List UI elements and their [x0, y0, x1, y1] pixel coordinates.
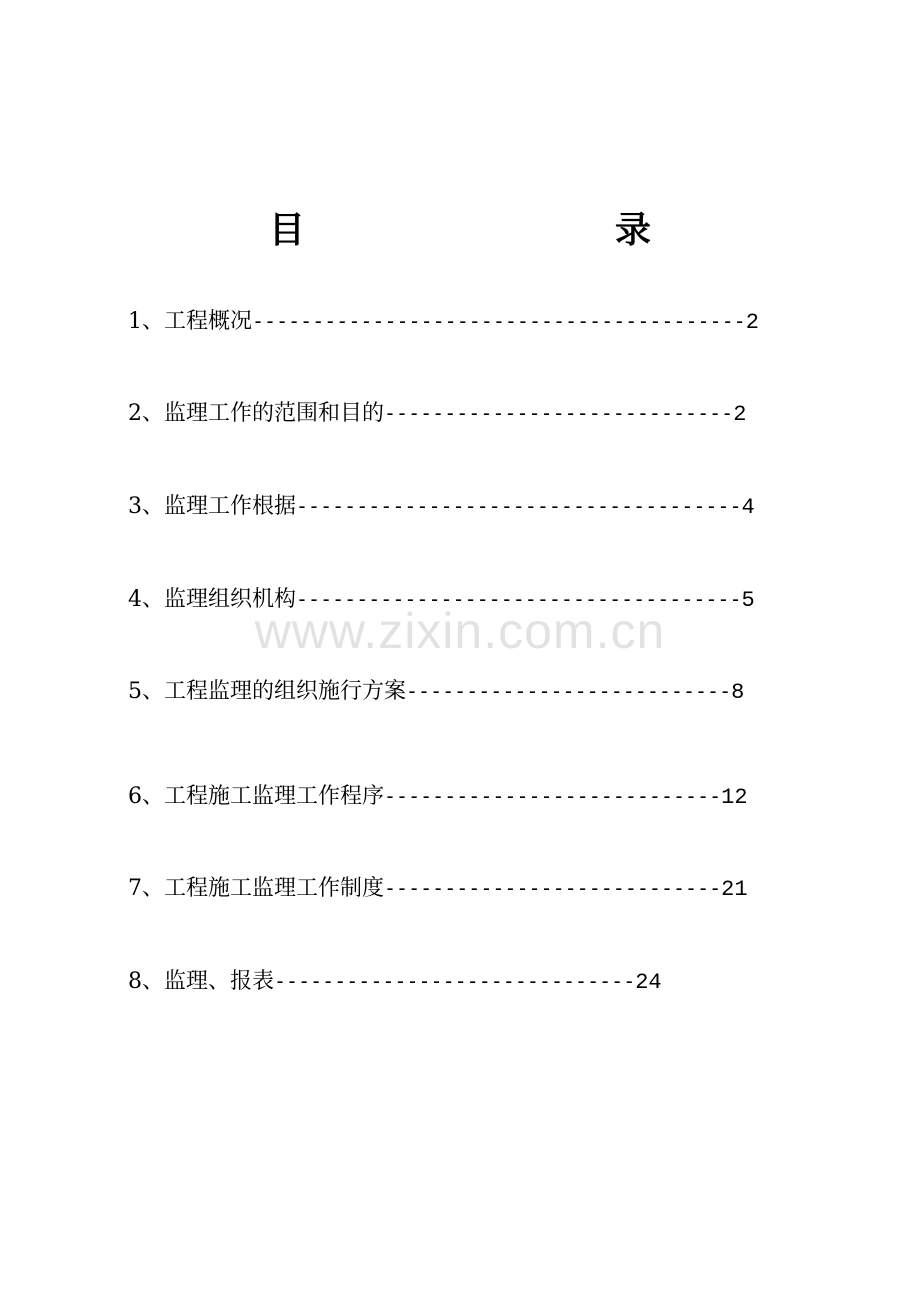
toc-entry-leader: ------------------------------	[274, 969, 636, 993]
toc-entry-leader: ----------------------------	[384, 876, 722, 900]
toc-entry-label: 7、工程施工监理工作制度	[128, 876, 384, 901]
toc-entry	[128, 306, 759, 338]
toc-entry-page: 5	[741, 588, 755, 613]
toc-entry-page: 21	[721, 877, 748, 902]
toc-entry-page: 8	[731, 680, 745, 705]
toc-entry-leader: -------------------------------------	[296, 494, 742, 518]
toc-entry-label: 8、监理、报表	[128, 969, 274, 994]
toc-entry-label: 2、监理工作的范围和目的	[128, 401, 384, 426]
toc-entry-label: 4、监理组织机构	[128, 587, 296, 612]
toc-entry	[128, 873, 748, 905]
toc-entry-leader: -----------------------------------------	[252, 309, 746, 333]
document-title: 目 录	[268, 209, 704, 251]
toc-entry	[128, 781, 748, 813]
toc-entry-page: 2	[745, 310, 759, 335]
toc-entry-page: 4	[741, 495, 755, 520]
toc-entry	[128, 398, 746, 430]
toc-entry-page: 2	[733, 402, 747, 427]
toc-entry-leader: -------------------------------------	[296, 587, 742, 611]
toc-entry-label: 3、监理工作根据	[128, 494, 296, 519]
toc-entry-leader: ---------------------------	[406, 679, 732, 703]
toc-entry-label: 1、工程概况	[128, 309, 252, 334]
toc-entry-label: 5、工程监理的组织施行方案	[128, 679, 406, 704]
toc-entry	[128, 676, 744, 708]
toc-entry	[128, 966, 662, 998]
toc-entry-page: 12	[721, 785, 748, 810]
toc-entry-leader: ----------------------------	[384, 784, 722, 808]
toc-entry-page: 24	[635, 970, 662, 995]
toc-entry	[128, 491, 755, 523]
toc-entry-label: 6、工程施工监理工作程序	[128, 784, 384, 809]
watermark: www.zixin.com.cn	[254, 603, 666, 659]
toc-entry-leader: -----------------------------	[384, 401, 734, 425]
